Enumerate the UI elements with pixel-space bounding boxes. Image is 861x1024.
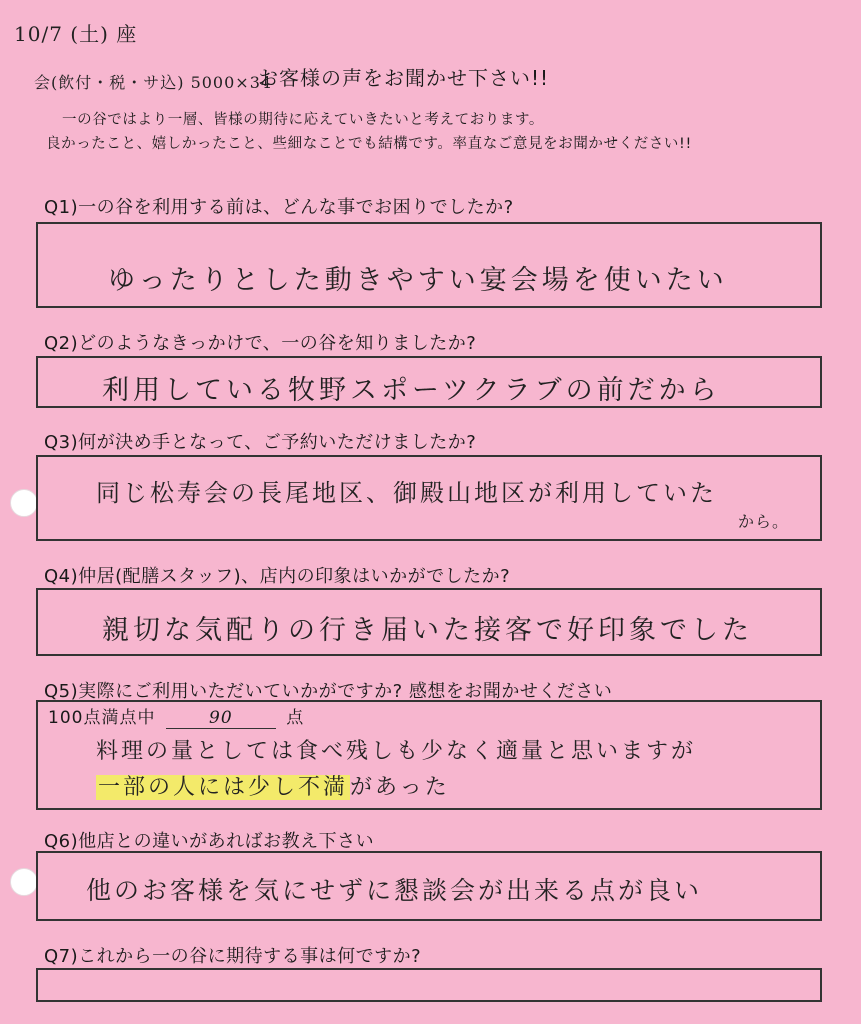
question-3-label: Q3)何が決め手となって、ご予約いただけましたか?	[44, 432, 477, 453]
answer-3-text: 同じ松寿会の長尾地区、御殿山地区が利用していた	[96, 479, 717, 507]
question-4-label: Q4)仲居(配膳スタッフ)、店内の印象はいかがでしたか?	[44, 566, 511, 587]
answer-box-2[interactable]	[36, 356, 822, 408]
question-1-label: Q1)一の谷を利用する前は、どんな事でお困りでしたか?	[44, 197, 514, 218]
answer-1-text: ゆったりとした動きやすい宴会場を使いたい	[108, 265, 728, 296]
question-6-label: Q6)他店との違いがあればお教え下さい	[44, 831, 375, 852]
answer-box-1[interactable]	[36, 222, 822, 308]
handwritten-date-note: 10/7 (土) 座	[14, 22, 138, 46]
intro-text-line-2: 良かったこと、嬉しかったこと、些細なことでも結構です。率直なご意見をお聞かせください!!	[46, 136, 692, 152]
score-prefix: 100点満点中	[48, 708, 156, 728]
handwritten-course-note: 会(飲付・税・サ込) 5000×34	[34, 73, 273, 92]
answer-5-text: 料理の量としては食べ残しも少なく適量と思いますが	[96, 739, 697, 764]
answer-box-4[interactable]	[36, 588, 822, 656]
form-title: お客様の声をお聞かせ下さい!!	[258, 66, 550, 90]
intro-text-line-1: 一の谷ではより一層、皆様の期待に応えていきたいと考えております。	[62, 112, 545, 128]
answer-4-text: 親切な気配りの行き届いた接客で好印象でした	[102, 615, 753, 646]
score-suffix: 点	[286, 708, 305, 728]
answer-5-text-line-2	[96, 770, 450, 801]
question-7-label: Q7)これから一の谷に期待する事は何ですか?	[44, 946, 422, 967]
punch-hole-top	[10, 489, 38, 517]
question-5-label: Q5)実際にご利用いただいていかがですか? 感想をお聞かせください	[44, 681, 613, 702]
question-2-label: Q2)どのようなきっかけで、一の谷を知りましたか?	[44, 333, 477, 354]
punch-hole-bottom	[10, 868, 38, 896]
answer-6-text: 他のお客様を気にせずに懇談会が出来る点が良い	[86, 876, 703, 905]
answer-box-6[interactable]	[36, 851, 822, 921]
answer-2-text: 利用している牧野スポーツクラブの前だから	[102, 375, 721, 406]
answer-5-text-rest: があった	[350, 775, 450, 800]
score-value[interactable]: 90	[166, 708, 276, 729]
score-line	[48, 703, 304, 729]
answer-box-3[interactable]	[36, 455, 822, 541]
answer-5-highlighted-text: 一部の人には少し不満	[98, 775, 349, 800]
answer-box-7[interactable]	[36, 968, 822, 1002]
answer-3-text-line-2: から。	[738, 512, 790, 531]
